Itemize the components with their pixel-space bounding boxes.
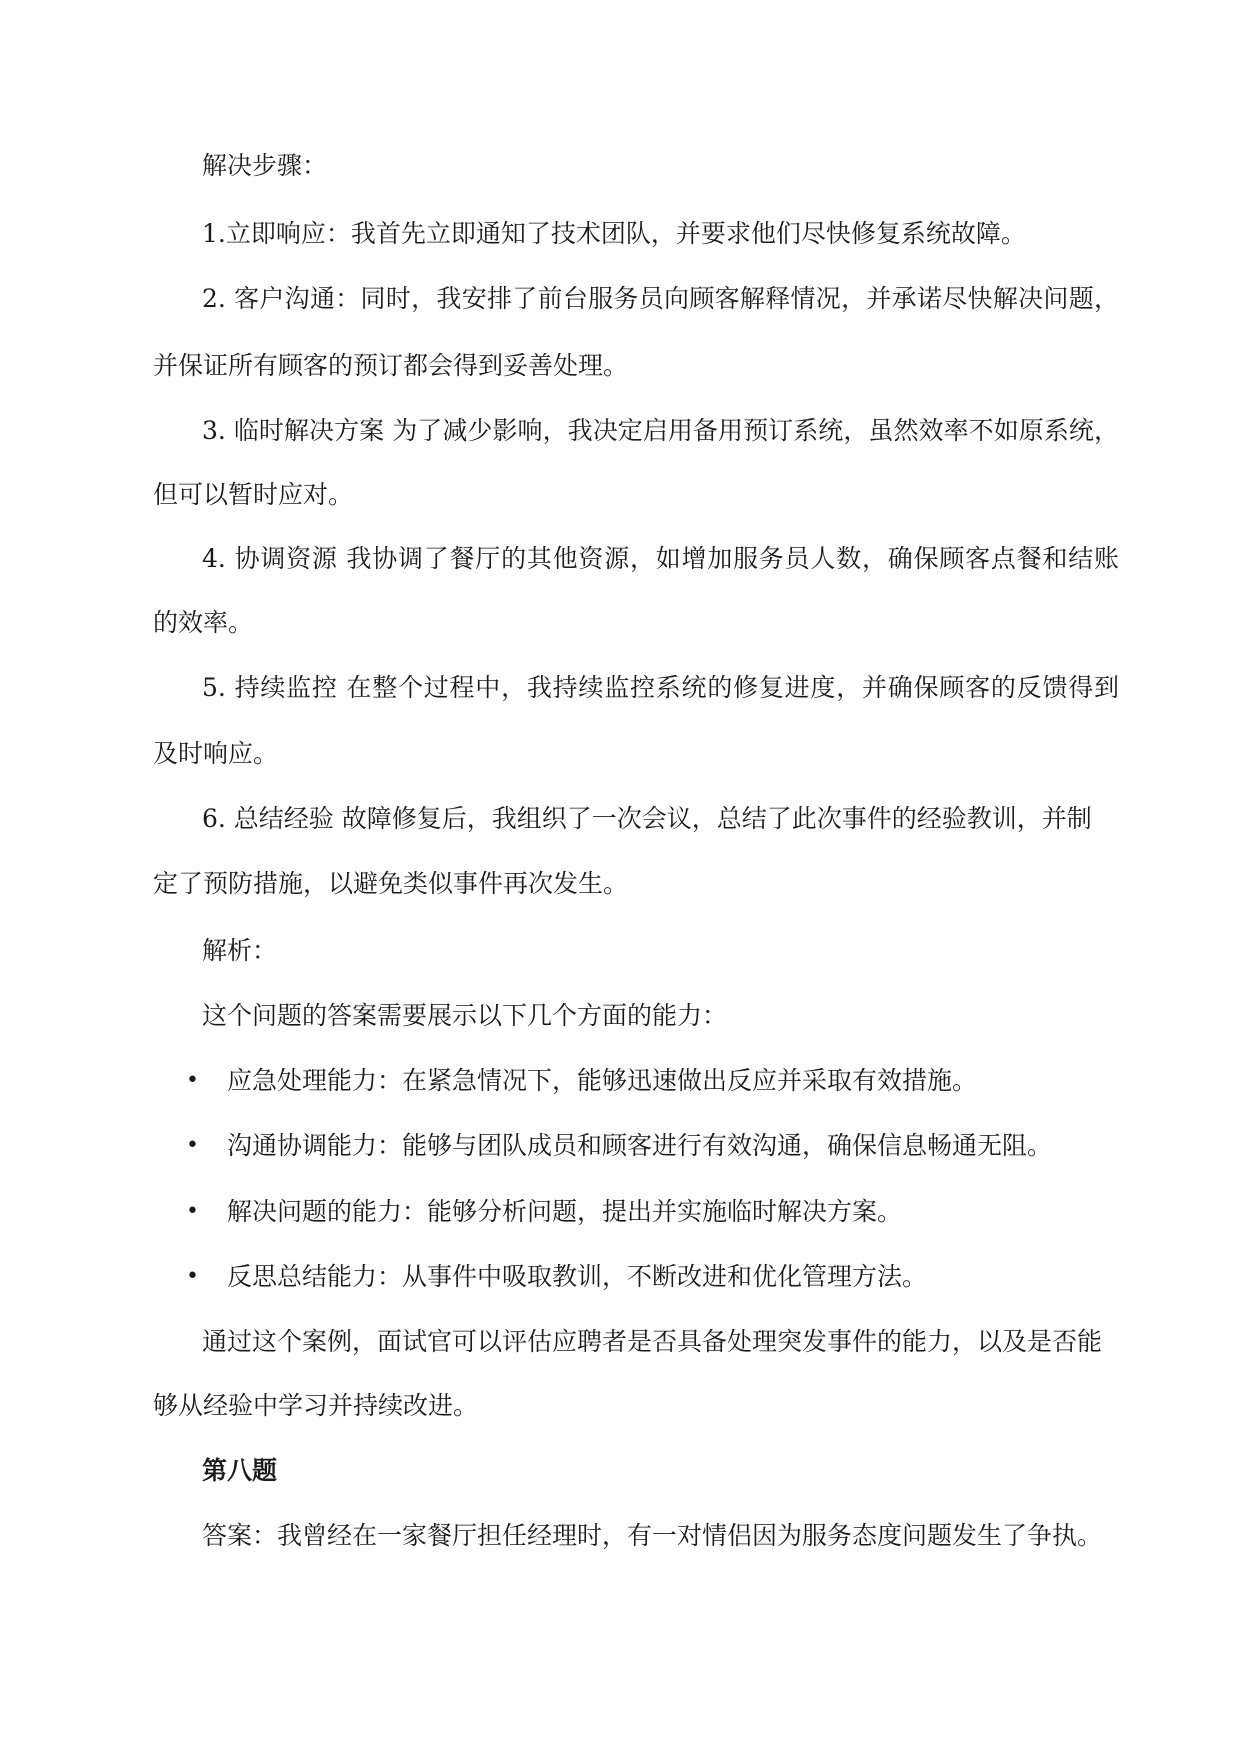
bullet-text: 反思总结能力：从事件中吸取教训，不断改进和优化管理方法。: [227, 1262, 928, 1291]
conclusion-line-2: 够从经验中学习并持续改进。: [153, 1391, 479, 1420]
bullet-text: 应急处理能力：在紧急情况下，能够迅速做出反应并采取有效措施。: [227, 1066, 978, 1095]
step-2-line-2: 并保证所有顾客的预订都会得到妥善处理。: [153, 351, 629, 380]
analysis-intro: 这个问题的答案需要展示以下几个方面的能力：: [202, 1001, 728, 1030]
bullet-icon: •: [186, 1133, 199, 1158]
step-6-line-1: 6. 总结经验 故障修复后，我组织了一次会议，总结了此次事件的经验教训，并制: [202, 804, 1092, 833]
bullet-text: 解决问题的能力：能够分析问题，提出并实施临时解决方案。: [227, 1197, 903, 1226]
step-4-line-2: 的效率。: [153, 608, 254, 637]
step-3-line-2: 但可以暂时应对。: [153, 480, 354, 509]
bullet-icon: •: [186, 1068, 199, 1093]
question-title: 第八题: [202, 1456, 278, 1485]
answer-line-1: 答案：我曾经在一家餐厅担任经理时，有一对情侣因为服务态度问题发生了争执。: [202, 1521, 1103, 1550]
step-5-line-1: 5. 持续监控 在整个过程中，我持续监控系统的修复进度，并确保顾客的反馈得到: [202, 673, 1119, 702]
analysis-heading: 解析：: [202, 936, 278, 965]
step-5-line-2: 及时响应。: [153, 739, 279, 768]
step-6-line-2: 定了预防措施，以避免类似事件再次发生。: [153, 869, 629, 898]
step-2-line-1: 2. 客户沟通：同时，我安排了前台服务员向顾客解释情况，并承诺尽快解决问题，: [202, 284, 1119, 313]
bullet-icon: •: [186, 1199, 199, 1224]
step-1-line-1: 1.立即响应：我首先立即通知了技术团队，并要求他们尽快修复系统故障。: [202, 219, 1026, 248]
bullet-text: 沟通协调能力：能够与团队成员和顾客进行有效沟通，确保信息畅通无阻。: [227, 1131, 1053, 1160]
step-3-line-1: 3. 临时解决方案 为了减少影响，我决定启用备用预订系统，虽然效率不如原系统，: [202, 416, 1119, 445]
bullet-icon: •: [186, 1264, 199, 1289]
steps-heading: 解决步骤：: [202, 151, 328, 180]
step-4-line-1: 4. 协调资源 我协调了餐厅的其他资源，如增加服务员人数，确保顾客点餐和结账: [202, 544, 1119, 573]
conclusion-line-1: 通过这个案例，面试官可以评估应聘者是否具备处理突发事件的能力，以及是否能: [202, 1327, 1103, 1356]
